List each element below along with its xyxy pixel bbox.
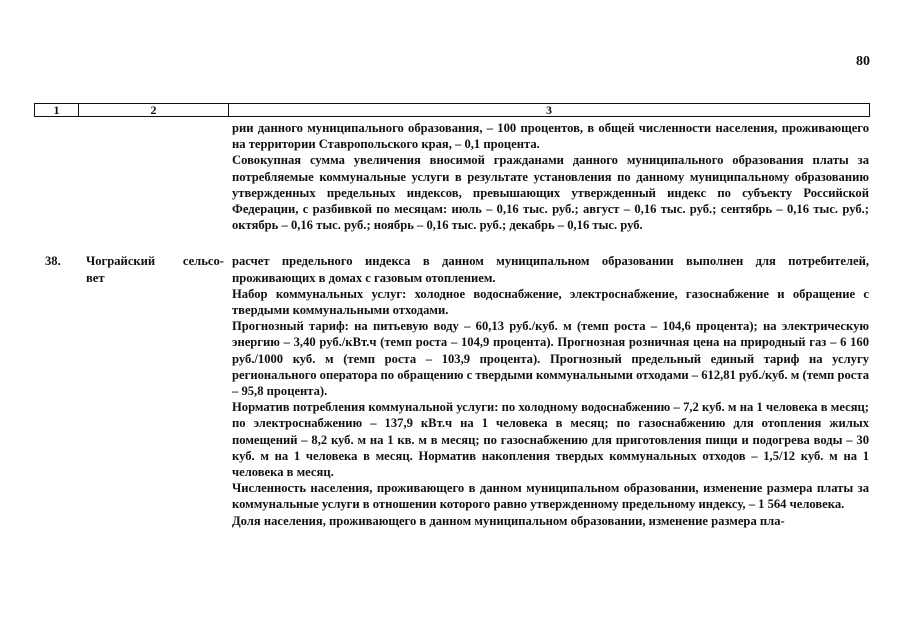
municipality-name-line-2: вет: [86, 270, 105, 285]
table-body: [34, 120, 869, 529]
municipality-name-line-1: Чограйский сельсо-: [86, 254, 224, 269]
row-description: [228, 253, 869, 528]
paragraph: Набор коммунальных услуг: холодное водоснабжение, электроснабжение, газоснабжение и обращение с твердыми коммунальными отходами.: [232, 286, 869, 318]
row-number: [34, 120, 82, 233]
header-col-2: 2: [79, 104, 229, 117]
page-number: 80: [856, 54, 870, 69]
municipality-name: [82, 120, 228, 233]
paragraph: Прогнозный тариф: на питьевую воду – 60,13 руб./куб. м (темп роста – 104,6 процента); на электрическую энергию – 3,40 руб./кВт.ч (темп роста – 104,9 процента). Прогнозная розничная цена на природный газ – 6 160 руб./1000 куб. м (темп роста – 103,9 процента). Прогнозный предельный единый тариф на услугу регионального оператора по обращению с твердыми коммунальными отходами – 612,81 руб./куб. м (темп роста – 95,8 процента).: [232, 319, 869, 399]
paragraph: Доля населения, проживающего в данном муниципальном образовании, изменение размера пла-: [232, 513, 785, 528]
paragraph: расчет предельного индекса в данном муниципальном образовании выполнен для потребителей, проживающих в домах с газовым отоплением.: [232, 254, 869, 285]
header-col-3: 3: [229, 104, 870, 117]
paragraph: Совокупная сумма увеличения вносимой гражданами данного муниципального образования платы за потребляемые коммунальные услуги в результате установления по данному муниципальному образованию утвержденных предельных индексов, превышающих утвержденный индекс по субъекту Российской Федерации, с разбивкой по месяцам: июль – 0,16 тыс. руб.; август – 0,16 тыс. руб.; сентябрь – 0,16 тыс. руб.; октябрь – 0,16 тыс. руб.; ноябрь – 0,16 тыс. руб.; декабрь – 0,16 тыс. руб.: [232, 153, 869, 233]
row-number: 38.: [45, 254, 61, 269]
paragraph: Норматив потребления коммунальной услуги: по холодному водоснабжению – 7,2 куб. м на 1 человека в месяц; по электроснабжению – 137,9 кВт.ч на 1 человека в месяц; по газоснабжению для отопления жилых помещений – 8,2 куб. м на 1 кв. м в месяц; по газоснабжению для приготовления пищи и подогрева воды – 30 куб. м на 1 человека в месяц. Норматив накопления твердых коммунальных отходов – 1,5/12 куб. м на 1 человека в месяц.: [232, 400, 869, 480]
table-header: [34, 103, 870, 117]
table-row: [34, 253, 869, 528]
paragraph: рии данного муниципального образования, – 100 процентов, в общей численности населения, проживающего на территории Ставропольского края, – 0,1 процента.: [232, 121, 869, 152]
paragraph: Численность населения, проживающего в данном муниципальном образовании, изменение размера платы за коммунальные услуги в отношении которого равно утвержденному предельному индексу, – 1 564 человека.: [232, 481, 869, 512]
row-description: [228, 120, 869, 233]
header-col-1: 1: [35, 104, 79, 117]
table-row: [34, 120, 869, 233]
municipality-name: [82, 253, 228, 528]
